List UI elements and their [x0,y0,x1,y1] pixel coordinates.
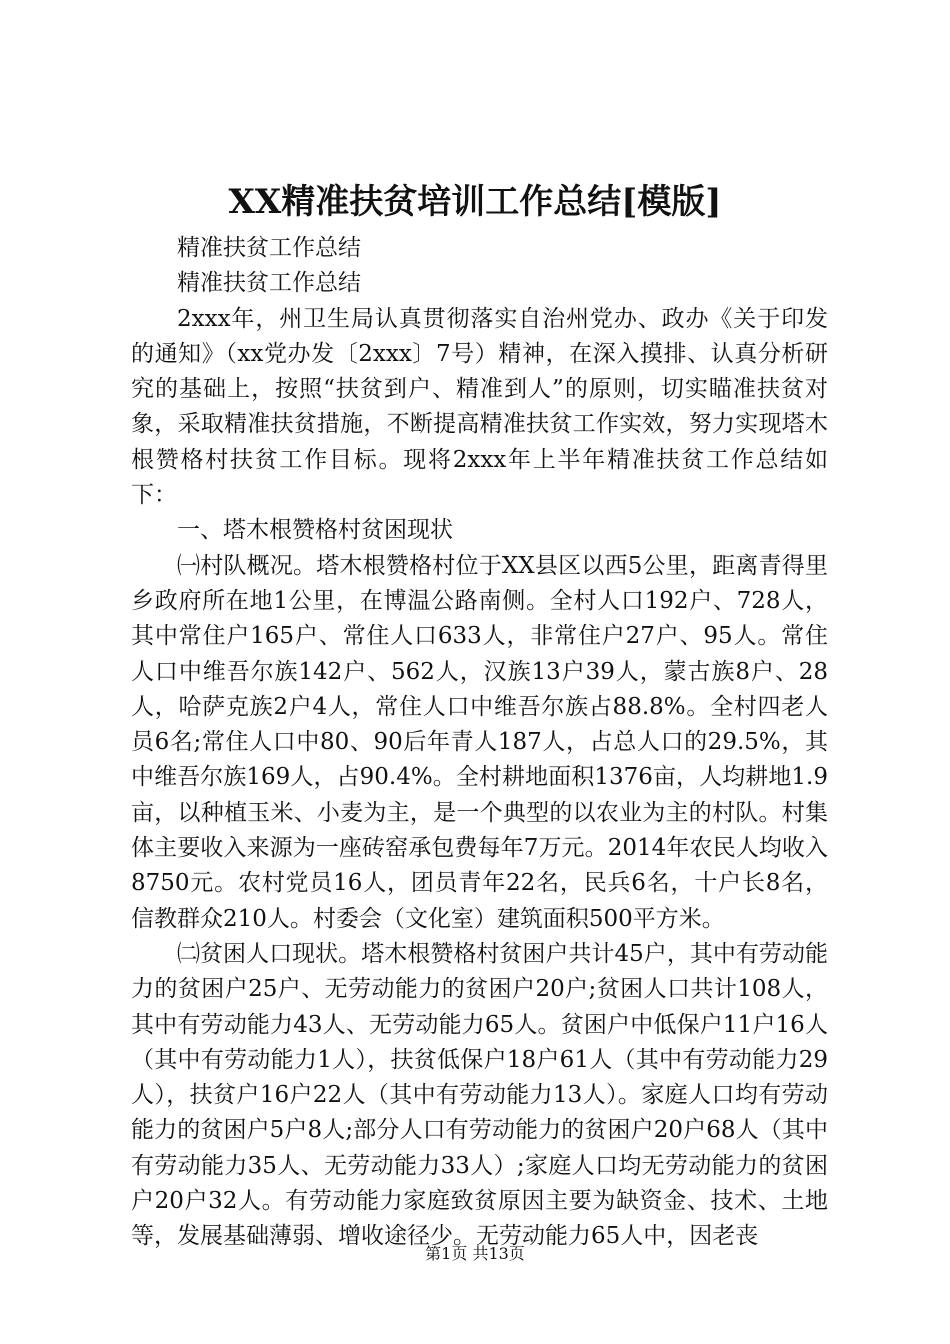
page-footer: 第1页 共13页 [425,1244,525,1263]
document-body [131,231,828,1255]
village-overview-paragraph: ㈠村队概况。塔木根赞格村位于XX县区以西5公里，距离青得里乡政府所在地1公里，在博温公路南侧。全村人口192户、728人，其中常住户165户、常住人口633人，非常住户27户、95人。常住人口中维吾尔族142户、562人，汉族13户39人，蒙古族8户、28人，哈萨克族2户4人，常住人口中维吾尔族占88.8%。全村四老人员6名;常住人口中80、90后年青人187人，占总人口的29.5%，其中维吾尔族169人，占90.4%。全村耕地面积1376亩，人均耕地1.9亩，以种植玉米、小麦为主，是一个典型的以农业为主的村队。村集体主要收入来源为一座砖窑承包费每年7万元。2014年农民人均收入8750元。农村党员16人，团员青年22名，民兵6名，十户长8名，信教群众210人。村委会（文化室）建筑面积500平方米。 [131,552,828,932]
document-title: XX精准扶贫培训工作总结[模版] [228,182,722,222]
intro-paragraph: 2xxx年，州卫生局认真贯彻落实自治州党办、政办《关于印发的通知》（xx党办发〔2xxx〕7号）精神，在深入摸排、认真分析研究的基础上，按照“扶贫到户、精准到人”的原则，切实瞄准扶贫对象，采取精准扶贫措施，不断提高精准扶贫工作实效，努力实现塔木根赞格村扶贫工作目标。现将2xxx年上半年精准扶贫工作总结如下： [131,305,828,509]
subtitle-line-1: 精准扶贫工作总结 [177,235,361,261]
subtitle-line-2: 精准扶贫工作总结 [177,270,361,297]
section-heading-1: 一、塔木根赞格村贫困现状 [177,517,453,544]
poverty-status-paragraph: ㈡贫困人口现状。塔木根赞格村贫困户共计45户，其中有劳动能力的贫困户25户、无劳动能力的贫困户20户;贫困人口共计108人，其中有劳动能力43人、无劳动能力65人。贫困户中低保户11户16人（其中有劳动能力1人），扶贫低保户18户61人（其中有劳动能力29人），扶贫户16户22人（其中有劳动能力13人）。家庭人口均有劳动能力的贫困户5户8人;部分人口有劳动能力的贫困户20户68人（其中有劳动能力35人、无劳动能力33人）;家庭人口均无劳动能力的贫困户20户32人。有劳动能力家庭致贫原因主要为缺资金、技术、土地等，发展基础薄弱、增收途径少。无劳动能力65人中，因老丧 [131,940,828,1250]
